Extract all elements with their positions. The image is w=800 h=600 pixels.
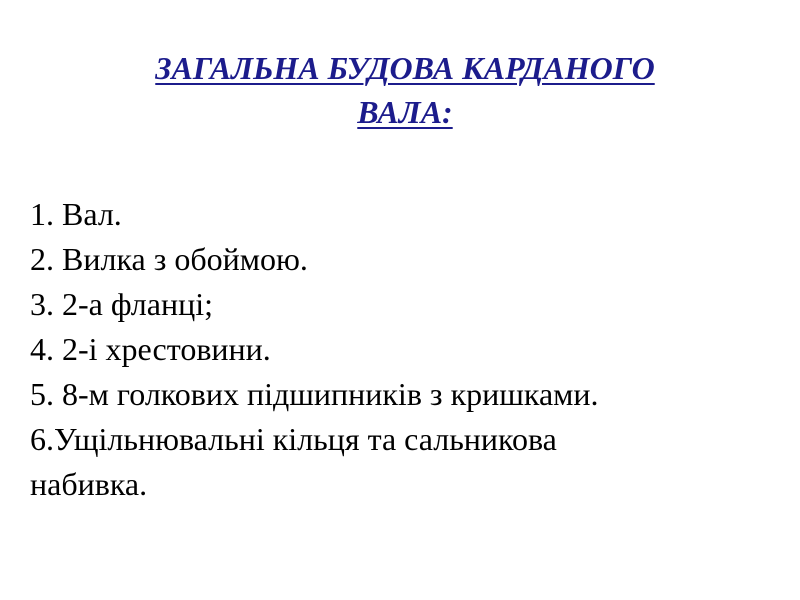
title-line-1: ЗАГАЛЬНА БУДОВА КАРДАНОГО — [155, 50, 655, 86]
list-item-6-continued: набивка. — [30, 466, 148, 502]
component-list — [30, 192, 770, 507]
list-item-1: 1. Вал. — [30, 196, 122, 232]
list-item-4: 4. 2-і хрестовини. — [30, 331, 271, 367]
list-item-6: 6.Ущільнювальні кільця та сальникова — [30, 421, 557, 457]
title-line-2: ВАЛА: — [357, 94, 453, 130]
list-item-3: 3. 2-а фланці; — [30, 286, 213, 322]
slide-title — [70, 46, 740, 134]
list-item-2: 2. Вилка з обоймою. — [30, 241, 308, 277]
list-item-5: 5. 8-м голкових підшипників з кришками. — [30, 376, 599, 412]
